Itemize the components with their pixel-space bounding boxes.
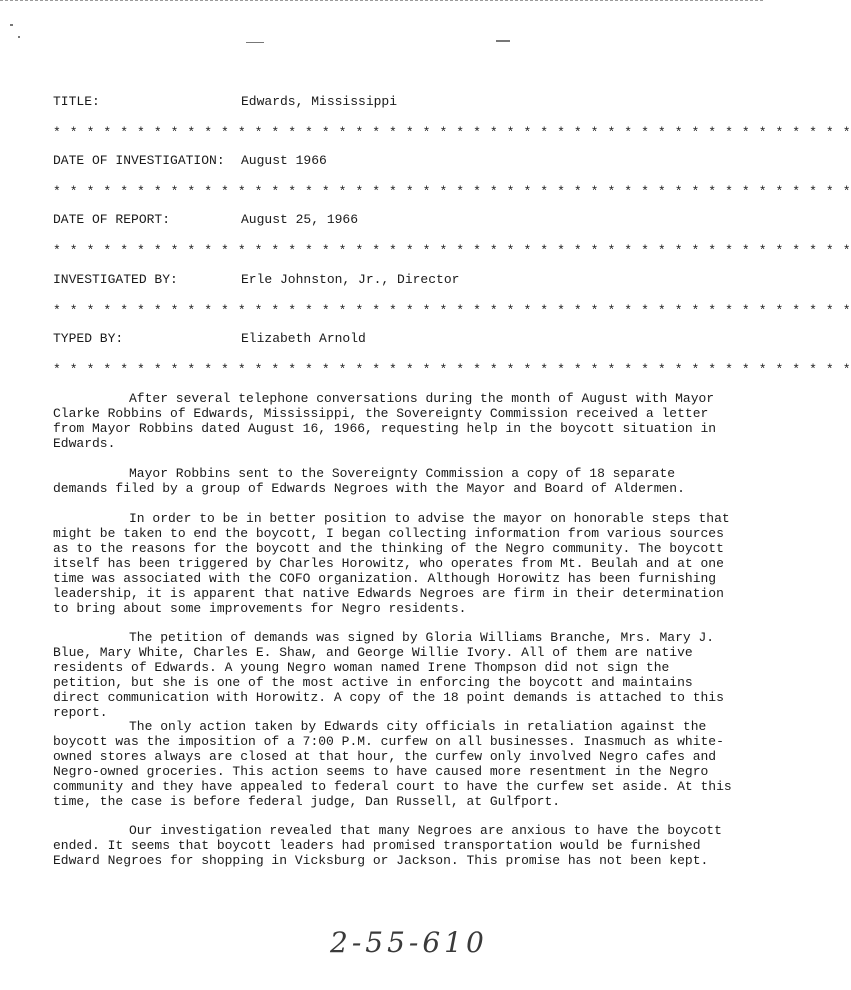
title-label: TITLE: — [53, 94, 100, 109]
file-number: 2-55-610 — [330, 926, 488, 959]
report-date-value: August 25, 1966 — [241, 212, 359, 227]
scan-top-border — [0, 0, 763, 1]
paragraph: After several telephone conversations during the month of August with Mayor Clarke Robbins of Edwards, Mississippi, the Sovereignty Commission received a letter from Mayor Robbins dated August 16, 1966, requesting help in the boycott situation in Edwards. — [53, 391, 717, 451]
paragraph: Our investigation revealed that many Negroes are anxious to have the boycott ended. It seems that boycott leaders had promised transportation would be furnished Edward Negroes for shopping in Vicksburg or Jackson. This promise has not been kept. — [53, 823, 722, 868]
separator-row: * * * * * * * * * * * * * * * * * * * * * * * * * * * * * * * * * * * * * * * * * * * * * * * * — [53, 125, 851, 140]
investigated-by-label: INVESTIGATED BY: — [53, 272, 178, 287]
scan-speck — [10, 24, 13, 26]
investigated-by-field — [53, 272, 459, 288]
paragraph: In order to be in better position to advise the mayor on honorable steps that might be taken to end the boycott, I began collecting information from various sources as to the reasons for the boycott and the thinking of the Negro community. The boycott itself has been triggered by Charles Horowitz, who operates from Mt. Beulah and at one time was associated with the COFO organization. Although Horowitz has been furnishing leadership, it is apparent that native Edwards Negroes are firm in their determination to bring about some improvements for Negro residents. — [53, 511, 730, 616]
typed-by-field — [53, 331, 366, 347]
typed-by-value: Elizabeth Arnold — [241, 331, 366, 346]
investigated-by-value: Erle Johnston, Jr., Director — [241, 272, 460, 287]
separator-row: * * * * * * * * * * * * * * * * * * * * * * * * * * * * * * * * * * * * * * * * * * * * * * * * — [53, 184, 851, 199]
title-value: Edwards, Mississippi — [241, 94, 398, 109]
paragraph: The only action taken by Edwards city officials in retaliation against the boycott was the imposition of a 7:00 P.M. curfew on all businesses. Inasmuch as white-owned stores always are closed at that hour, the curfew only involved Negro cafes and Negro-owned groceries. This action seems to have caused more resentment in the Negro community and they have appealed to federal court to have the curfew set aside. At this time, the case is before federal judge, Dan Russell, at Gulfport. — [53, 719, 732, 809]
report-date-label: DATE OF REPORT: — [53, 212, 171, 227]
paragraph: Mayor Robbins sent to the Sovereignty Commission a copy of 18 separate demands filed by a group of Edwards Negroes with the Mayor and Board of Aldermen. — [53, 466, 685, 496]
scan-speck — [496, 40, 510, 42]
scan-speck — [18, 36, 20, 38]
separator-row: * * * * * * * * * * * * * * * * * * * * * * * * * * * * * * * * * * * * * * * * * * * * * * * * — [53, 243, 851, 258]
investigation-date-value: August 1966 — [241, 153, 327, 168]
investigation-date-field — [53, 153, 327, 169]
title-field — [53, 94, 397, 110]
paragraph: The petition of demands was signed by Gloria Williams Branche, Mrs. Mary J. Blue, Mary White, Charles E. Shaw, and George Willie Ivory. All of them are native residents of Edwards. A young Negro woman named Irene Thompson did not sign the petition, but she is one of the most active in enforcing the boycott and maintains direct communication with Horowitz. A copy of the 18 point demands is attached to this report. — [53, 630, 724, 720]
investigation-date-label: DATE OF INVESTIGATION: — [53, 153, 225, 168]
report-date-field — [53, 212, 358, 228]
typed-by-label: TYPED BY: — [53, 331, 124, 346]
separator-row: * * * * * * * * * * * * * * * * * * * * * * * * * * * * * * * * * * * * * * * * * * * * * * * * — [53, 362, 851, 377]
scan-speck — [246, 42, 264, 43]
separator-row: * * * * * * * * * * * * * * * * * * * * * * * * * * * * * * * * * * * * * * * * * * * * * * * * — [53, 303, 851, 318]
